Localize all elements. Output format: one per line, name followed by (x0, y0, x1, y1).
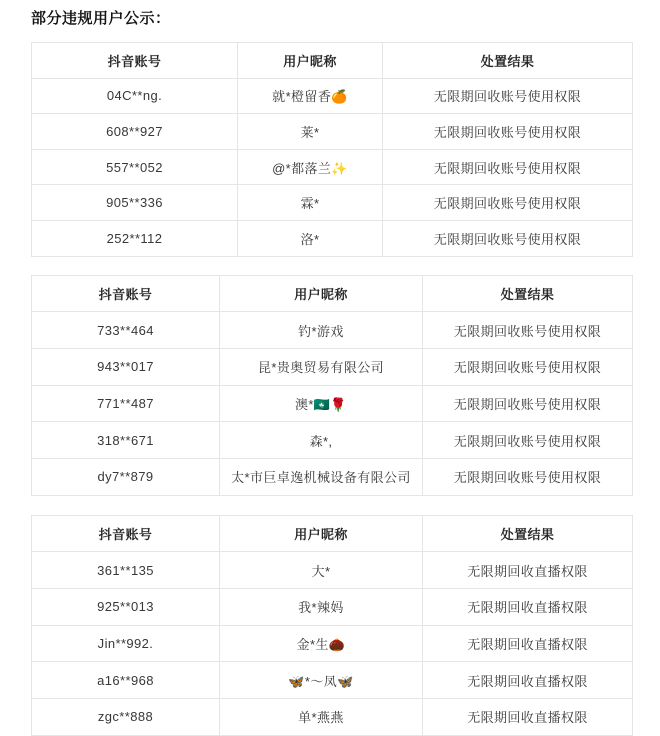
result-cell: 无限期回收直播权限 (423, 625, 633, 662)
nickname-cell: 大* (220, 552, 423, 589)
account-cell: 252**112 (32, 220, 238, 256)
nickname-cell: 就*橙留香🍊 (238, 78, 383, 114)
result-cell: 无限期回收账号使用权限 (383, 78, 633, 114)
account-cell: 318**671 (32, 422, 220, 459)
table-row (32, 589, 633, 626)
account-cell: 361**135 (32, 552, 220, 589)
account-cell: 943**017 (32, 348, 220, 385)
table-row (32, 185, 633, 221)
nickname-column-header: 用户昵称 (220, 515, 423, 552)
account-cell: 04C**ng. (32, 78, 238, 114)
account-cell: zgc**888 (32, 699, 220, 736)
nickname-cell: 霖* (238, 185, 383, 221)
result-cell: 无限期回收账号使用权限 (383, 220, 633, 256)
account-column-header: 抖音账号 (32, 515, 220, 552)
nickname-cell: 森*, (220, 422, 423, 459)
result-cell: 无限期回收账号使用权限 (383, 185, 633, 221)
result-cell: 无限期回收账号使用权限 (423, 348, 633, 385)
account-cell: Jin**992. (32, 625, 220, 662)
table-row (32, 552, 633, 589)
table-row (32, 459, 633, 496)
result-column-header: 处置结果 (423, 515, 633, 552)
result-cell: 无限期回收账号使用权限 (423, 312, 633, 349)
table-row (32, 78, 633, 114)
nickname-cell: 🦋*～凤🦋 (220, 662, 423, 699)
table-row (32, 625, 633, 662)
result-cell: 无限期回收直播权限 (423, 552, 633, 589)
result-cell: 无限期回收账号使用权限 (423, 385, 633, 422)
table-row (32, 385, 633, 422)
result-cell: 无限期回收账号使用权限 (383, 149, 633, 185)
table-row (32, 312, 633, 349)
nickname-cell: 澳*🇲🇴🌹 (220, 385, 423, 422)
nickname-cell: 莱* (238, 114, 383, 150)
table-row (32, 149, 633, 185)
violation-table-1 (31, 42, 633, 257)
nickname-cell: 昆*贵奥贸易有限公司 (220, 348, 423, 385)
account-cell: a16**968 (32, 662, 220, 699)
account-cell: 608**927 (32, 114, 238, 150)
account-column-header: 抖音账号 (32, 43, 238, 79)
nickname-cell: 金*生🌰 (220, 625, 423, 662)
nickname-cell: 钓*游戏 (220, 312, 423, 349)
result-cell: 无限期回收账号使用权限 (423, 459, 633, 496)
account-cell: dy7**879 (32, 459, 220, 496)
result-cell: 无限期回收账号使用权限 (423, 422, 633, 459)
nickname-column-header: 用户昵称 (220, 275, 423, 312)
account-cell: 905**336 (32, 185, 238, 221)
result-cell: 无限期回收直播权限 (423, 662, 633, 699)
account-cell: 771**487 (32, 385, 220, 422)
table-header-row (32, 275, 633, 312)
account-cell: 925**013 (32, 589, 220, 626)
table-row (32, 114, 633, 150)
result-column-header: 处置结果 (423, 275, 633, 312)
nickname-cell: @*都落兰✨ (238, 149, 383, 185)
account-cell: 557**052 (32, 149, 238, 185)
account-cell: 733**464 (32, 312, 220, 349)
table-row (32, 422, 633, 459)
nickname-cell: 我*辣妈 (220, 589, 423, 626)
nickname-column-header: 用户昵称 (238, 43, 383, 79)
nickname-cell: 单*燕燕 (220, 699, 423, 736)
nickname-cell: 洛* (238, 220, 383, 256)
result-cell: 无限期回收账号使用权限 (383, 114, 633, 150)
nickname-cell: 太*市巨卓逸机械设备有限公司 (220, 459, 423, 496)
result-cell: 无限期回收直播权限 (423, 699, 633, 736)
table-row (32, 662, 633, 699)
table-row (32, 348, 633, 385)
table-header-row (32, 43, 633, 79)
violation-table-2 (31, 275, 633, 496)
result-column-header: 处置结果 (383, 43, 633, 79)
account-column-header: 抖音账号 (32, 275, 220, 312)
page-title: 部分违规用户公示： (31, 10, 171, 27)
table-header-row (32, 515, 633, 552)
table-row (32, 220, 633, 256)
violation-table-3 (31, 515, 633, 736)
result-cell: 无限期回收直播权限 (423, 589, 633, 626)
